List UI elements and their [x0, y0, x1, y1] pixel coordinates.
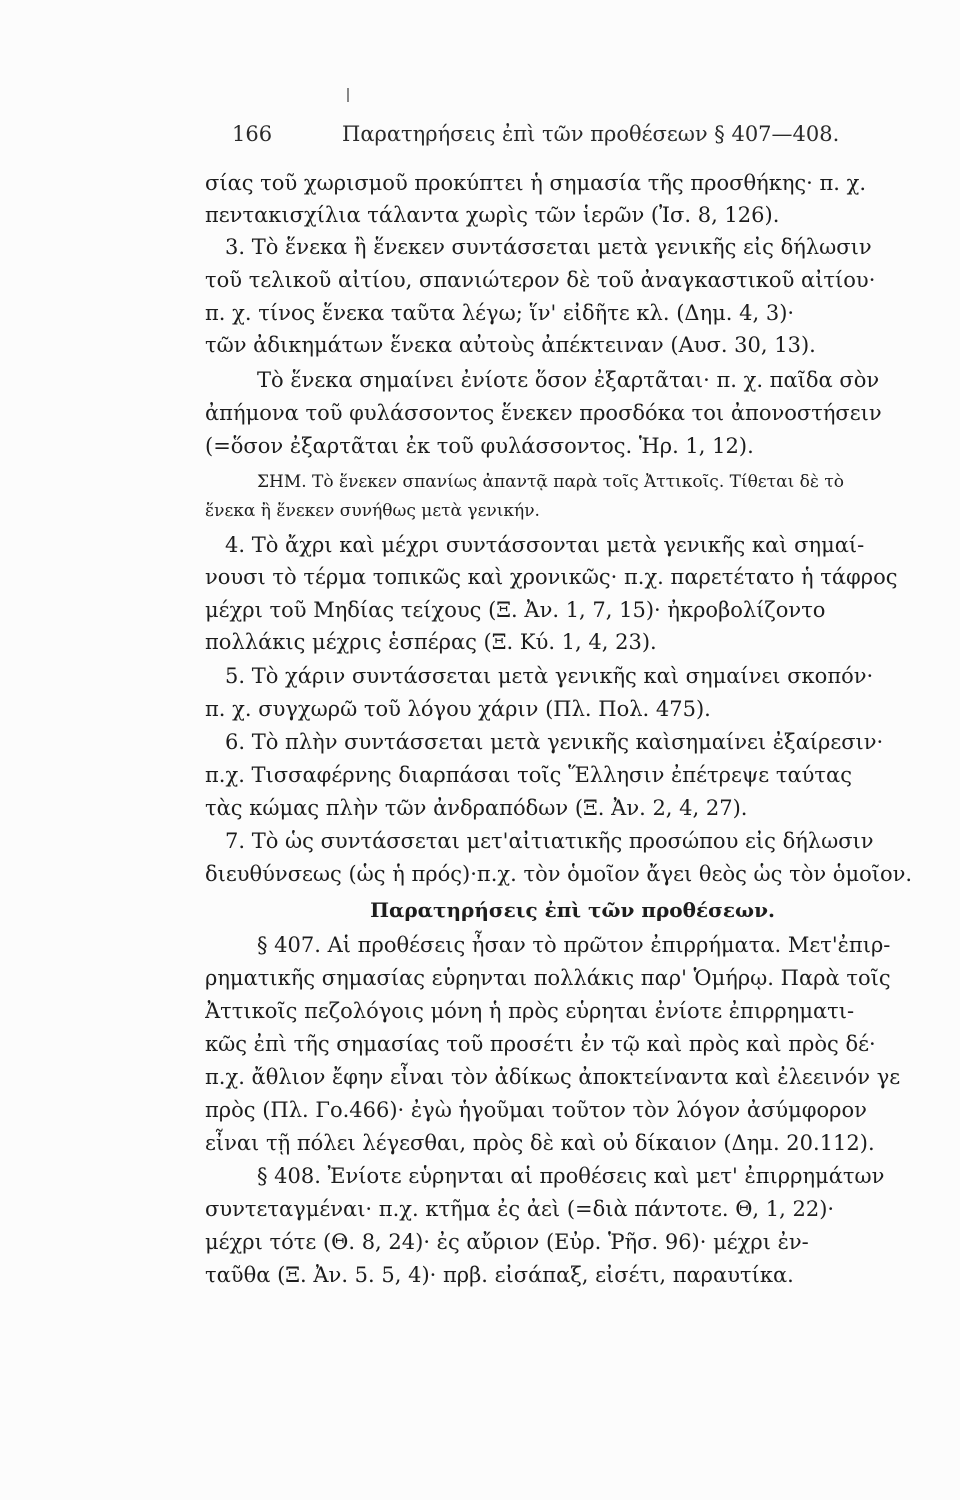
- text-line: π.χ. ἄθλιον ἔφην εἶναι τὸν ἀδίκως ἀποκτείναντα καὶ ἐλεεινόν γε: [205, 1065, 901, 1089]
- text-line: κῶς ἐπὶ τῆς σημασίας τοῦ προσέτι ἐν τῷ καὶ πρὸς καὶ πρὸς δέ·: [205, 1032, 876, 1056]
- text-line: ταῦθα (Ξ. Ἀν. 5. 5, 4)· πρβ. εἰσάπαξ, εἰσέτι, παραυτίκα.: [205, 1263, 794, 1287]
- section-4-start: 4. Τὸ ἄχρι καὶ μέχρι συντάσσονται μετὰ γενικῆς καὶ σημαί-: [225, 533, 865, 557]
- text-line: ρηματικῆς σημασίας εὑρηνται πολλάκις παρ' Ὁμήρῳ. Παρὰ τοῖς: [205, 966, 891, 990]
- text-line: συντεταγμέναι· π.χ. κτῆμα ἐς ἀεὶ (=διὰ πάντοτε. Θ, 1, 22)·: [205, 1197, 835, 1221]
- section-heading: Παρατηρήσεις ἐπὶ τῶν προθέσεων.: [370, 898, 775, 922]
- text-line: (=ὅσον ἐξαρτᾶται ἐκ τοῦ φυλάσσοντος. Ἡρ. 1, 12).: [205, 434, 754, 458]
- text-line: πρὸς (Πλ. Γο.466)· ἐγὼ ἡγοῦμαι τοῦτον τὸν λόγον ἀσύμφορον: [205, 1098, 867, 1122]
- text-line: διευθύνσεως (ὡς ἡ πρός)·π.χ. τὸν ὁμοῖον ἄγει θεὸς ὡς τὸν ὁμοῖον.: [205, 862, 913, 886]
- note-line: ΣΗΜ. Τὸ ἕνεκεν σπανίως ἀπαντᾷ παρὰ τοῖς Ἀττικοῖς. Τίθεται δὲ τὸ: [257, 472, 845, 492]
- text-line: Τὸ ἕνεκα σημαίνει ἐνίοτε ὅσον ἐξαρτᾶται· π. χ. παῖδα σὸν: [257, 368, 880, 392]
- running-header: [232, 122, 840, 146]
- section-7-start: 7. Τὸ ὡς συντάσσεται μετ'αἰτιατικῆς προσώπου εἰς δήλωσιν: [225, 829, 874, 853]
- text-line: τὰς κώμας πλὴν τῶν ἀνδραπόδων (Ξ. Ἀν. 2, 4, 27).: [205, 796, 748, 820]
- section-6-start: 6. Τὸ πλὴν συντάσσεται μετὰ γενικῆς καὶσημαίνει ἐξαίρεσιν·: [225, 730, 884, 754]
- text-line: πολλάκις μέχρις ἑσπέρας (Ξ. Κύ. 1, 4, 23).: [205, 630, 657, 654]
- text-line: εἶναι τῇ πόλει λέγεσθαι, πρὸς δὲ καὶ οὐ δίκαιον (Δημ. 20.112).: [205, 1131, 875, 1155]
- text-line: Ἀττικοῖς πεζολόγοις μόνη ἡ πρὸς εὑρηται ἐνίοτε ἐπιρρηματι-: [205, 999, 855, 1023]
- ink-spot: [347, 88, 349, 102]
- page-number: 166: [232, 122, 273, 146]
- paragraph-407-start: § 407. Αἱ προθέσεις ἦσαν τὸ πρῶτον ἐπιρρήματα. Μετ'ἐπιρ-: [257, 933, 891, 957]
- text-line: μέχρι τοῦ Μηδίας τείχους (Ξ. Ἀν. 1, 7, 15)· ἠκροβολίζοντο: [205, 598, 826, 622]
- section-5-start: 5. Τὸ χάριν συντάσσεται μετὰ γενικῆς καὶ σημαίνει σκοπόν·: [225, 664, 874, 688]
- text-line: ἀπήμονα τοῦ φυλάσσοντος ἕνεκεν προσδόκα τοι ἀπονοστήσειν: [205, 401, 882, 425]
- text-line: π. χ. συγχωρῶ τοῦ λόγου χάριν (Πλ. Πολ. 475).: [205, 697, 711, 721]
- paragraph-408-start: § 408. Ἐνίοτε εὑρηνται αἱ προθέσεις καὶ μετ' ἐπιρρημάτων: [257, 1164, 885, 1188]
- text-line: νουσι τὸ τέρμα τοπικῶς καὶ χρονικῶς· π.χ. παρετέτατο ἡ τάφρος: [205, 565, 898, 589]
- text-line: τοῦ τελικοῦ αἰτίου, σπανιώτερον δὲ τοῦ ἀναγκαστικοῦ αἰτίου·: [205, 268, 876, 292]
- running-title: Παρατηρήσεις ἐπὶ τῶν προθέσεων § 407—408.: [342, 122, 840, 146]
- text-line: π.χ. Τισσαφέρνης διαρπάσαι τοῖς Ἕλλησιν ἐπέτρεψε ταύτας: [205, 763, 852, 787]
- section-3-start: 3. Τὸ ἕνεκα ἢ ἕνεκεν συντάσσεται μετὰ γενικῆς εἰς δήλωσιν: [225, 235, 872, 259]
- text-line: σίας τοῦ χωρισμοῦ προκύπτει ἡ σημασία τῆς προσθήκης· π. χ.: [205, 171, 867, 195]
- text-line: τῶν ἀδικημάτων ἕνεκα αὐτοὺς ἀπέκτειναν (Αυσ. 30, 13).: [205, 333, 816, 357]
- text-line: π. χ. τίνος ἕνεκα ταῦτα λέγω; ἵν' εἰδῆτε κλ. (Δημ. 4, 3)·: [205, 301, 795, 325]
- text-line: πεντακισχίλια τάλαντα χωρὶς τῶν ἱερῶν (Ἰσ. 8, 126).: [205, 203, 780, 227]
- text-line: μέχρι τότε (Θ. 8, 24)· ἐς αὔριον (Εὐρ. Ῥῆσ. 96)· μέχρι ἐν-: [205, 1230, 809, 1254]
- note-line: ἕνεκα ἢ ἕνεκεν συνήθως μετὰ γενικήν.: [205, 501, 540, 521]
